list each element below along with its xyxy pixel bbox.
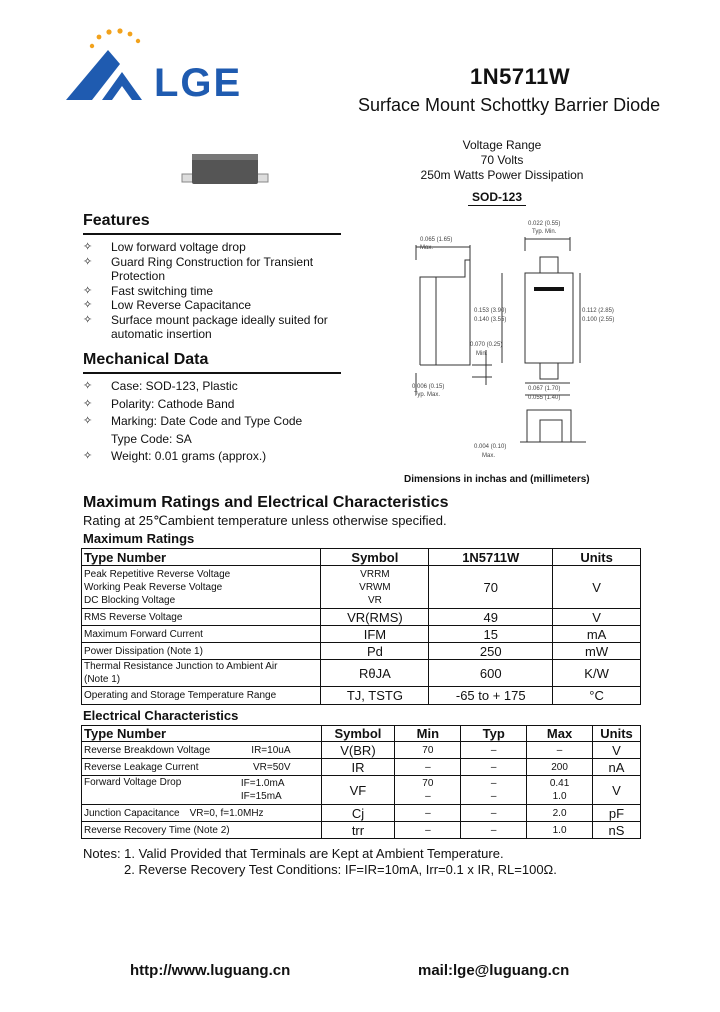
dimension-drawing <box>410 215 615 470</box>
electrical-table <box>81 725 641 839</box>
features-title: Features <box>83 212 150 229</box>
max-cell: 200 <box>527 759 593 776</box>
col-header: Units <box>593 726 641 742</box>
svg-text:Min.: Min. <box>476 351 488 357</box>
table-header-row <box>82 726 641 742</box>
min-cell: – <box>395 805 461 822</box>
typ-cell: – <box>461 805 527 822</box>
param-cell: Reverse Recovery Time (Note 2) <box>82 822 322 839</box>
list-item: ✧ Marking: Date Code and Type Code <box>83 413 343 431</box>
param-cell: Peak Repetitive Reverse Voltage Working Peak Reverse Voltage DC Blocking Voltage <box>82 566 321 609</box>
mechanical-divider <box>83 372 341 374</box>
unit-cell: mA <box>553 626 641 643</box>
min-cell: 70 <box>395 742 461 759</box>
diamond-bullet-icon: ✧ <box>83 397 93 410</box>
svg-text:Typ. Min.: Typ. Min. <box>532 229 557 235</box>
list-item: ✧ Weight: 0.01 grams (approx.) <box>83 448 343 466</box>
mechanical-list <box>83 378 343 466</box>
symbol-cell: VF <box>321 776 395 805</box>
unit-cell: V <box>553 609 641 626</box>
table-row <box>82 822 641 839</box>
email-link[interactable]: mail:lge@luguang.cn <box>418 962 570 979</box>
svg-text:0.070 (0.25): 0.070 (0.25) <box>470 342 503 348</box>
svg-text:0.100 (2.55): 0.100 (2.55) <box>582 317 615 323</box>
unit-cell: mW <box>553 643 641 660</box>
value-cell: 250 <box>429 643 553 660</box>
param-cell: Reverse Breakdown Voltage IR=10uA <box>82 742 322 759</box>
symbol-cell: Pd <box>321 643 429 660</box>
package-photo <box>180 150 270 192</box>
list-item: ✧ Low Reverse Capacitance <box>83 298 252 312</box>
param-cell: Operating and Storage Temperature Range <box>82 687 321 705</box>
svg-text:0.004 (0.10): 0.004 (0.10) <box>474 444 507 450</box>
list-item: ✧ Fast switching time <box>83 283 214 298</box>
unit-cell: K/W <box>553 660 641 687</box>
part-number: 1N5711W <box>470 64 571 89</box>
note-1: Notes: 1. Valid Provided that Terminals are Kept at Ambient Temperature. <box>83 846 504 861</box>
svg-text:0.112 (2.85): 0.112 (2.85) <box>582 308 614 314</box>
logo-sun-rays-icon <box>90 28 140 48</box>
svg-text:Typ. Max.: Typ. Max. <box>414 392 441 398</box>
table-header-row <box>82 549 641 566</box>
website-link[interactable]: http://www.luguang.cn <box>130 962 291 979</box>
svg-text:Max.: Max. <box>482 453 496 459</box>
typ-cell: – <box>461 759 527 776</box>
table-row <box>82 805 641 822</box>
param-cell: Reverse Leakage Current VR=50V <box>82 759 322 776</box>
diamond-bullet-icon: ✧ <box>83 380 93 392</box>
ratings-section-title: Maximum Ratings and Electrical Characteristics <box>83 494 449 511</box>
col-header: Symbol <box>321 549 429 566</box>
symbol-cell: TJ, TSTG <box>321 687 429 705</box>
max-cell: – <box>527 742 593 759</box>
svg-text:0.022 (0.55): 0.022 (0.55) <box>528 221 561 227</box>
table-row <box>82 566 641 609</box>
max-ratings-table <box>81 548 641 705</box>
table-row <box>82 626 641 643</box>
list-item: ✧ Surface mount package ideally suited for automatic insertion <box>83 312 328 341</box>
electrical-characteristics-label: Electrical Characteristics <box>83 708 239 723</box>
notes <box>83 846 557 878</box>
diamond-bullet-icon: ✧ <box>83 313 93 326</box>
list-item: ✧ Case: SOD-123, Plastic <box>83 378 343 396</box>
value-cell: 600 <box>429 660 553 687</box>
min-cell: – <box>395 822 461 839</box>
diamond-bullet-icon: ✧ <box>83 450 93 462</box>
table-row <box>82 759 641 776</box>
typ-cell: – – <box>461 776 527 805</box>
symbol-cell: IR <box>321 759 395 776</box>
table-row <box>82 609 641 626</box>
value-cell: -65 to + 175 <box>429 687 553 705</box>
unit-cell: V <box>553 566 641 609</box>
symbol-cell: V(BR) <box>321 742 395 759</box>
table-row <box>82 643 641 660</box>
voltage-range-label: Voltage Range <box>462 138 542 152</box>
features-list <box>83 240 343 342</box>
package-label: SOD-123 <box>468 190 526 206</box>
mechanical-title: Mechanical Data <box>83 351 209 368</box>
col-header: Max <box>527 726 593 742</box>
unit-cell: V <box>593 776 641 805</box>
svg-text:0.055 (1.40): 0.055 (1.40) <box>528 395 561 401</box>
value-cell: 70 <box>429 566 553 609</box>
max-cell: 1.0 <box>527 822 593 839</box>
list-item: ✧ Guard Ring Construction for Transient Protection <box>83 254 314 283</box>
table-row <box>82 660 641 687</box>
value-cell: 49 <box>429 609 553 626</box>
note-2: 2. Reverse Recovery Test Conditions: IF=IR=10mA, Irr=0.1 x IR, RL=100Ω. <box>124 862 557 877</box>
min-cell: 70 – <box>395 776 461 805</box>
unit-cell: pF <box>593 805 641 822</box>
svg-text:0.067 (1.70): 0.067 (1.70) <box>528 386 561 392</box>
table-row <box>82 742 641 759</box>
svg-text:LGE: LGE <box>154 61 243 105</box>
symbol-cell: VR(RMS) <box>321 609 429 626</box>
features-divider <box>83 233 341 235</box>
col-header: Min <box>395 726 461 742</box>
typ-cell: – <box>461 742 527 759</box>
table-row <box>82 687 641 705</box>
unit-cell: nA <box>593 759 641 776</box>
part-description: Surface Mount Schottky Barrier Diode <box>358 95 661 115</box>
ratings-section-subtitle: Rating at 25℃ambient temperature unless otherwise specified. <box>83 513 447 528</box>
col-header: Typ <box>461 726 527 742</box>
symbol-cell: IFM <box>321 626 429 643</box>
dimension-caption: Dimensions in inchas and (millimeters) <box>404 474 590 485</box>
value-cell: 15 <box>429 626 553 643</box>
unit-cell: V <box>593 742 641 759</box>
diamond-bullet-icon: ✧ <box>83 299 93 311</box>
diamond-bullet-icon: ✧ <box>83 255 93 268</box>
list-item: ✧ Low forward voltage drop <box>83 240 246 254</box>
unit-cell: °C <box>553 687 641 705</box>
table-row <box>82 776 641 805</box>
svg-text:0.006 (0.15): 0.006 (0.15) <box>412 384 445 390</box>
param-cell: Thermal Resistance Junction to Ambient Air (Note 1) <box>82 660 321 687</box>
col-header: Type Number <box>82 726 322 742</box>
param-cell: Forward Voltage Drop IF=1.0mA IF=15mA <box>82 776 322 805</box>
power-dissipation: 250m Watts Power Dissipation <box>420 168 584 182</box>
logo-triangle-icon <box>66 50 142 100</box>
list-item: ✧ Polarity: Cathode Band <box>83 396 343 414</box>
lge-logo <box>62 28 262 108</box>
symbol-cell: trr <box>321 822 395 839</box>
svg-text:0.153 (3.90): 0.153 (3.90) <box>474 308 507 314</box>
col-header: 1N5711W <box>429 549 553 566</box>
col-header: Symbol <box>321 726 395 742</box>
svg-text:Max.: Max. <box>420 245 434 251</box>
param-cell: RMS Reverse Voltage <box>82 609 321 626</box>
svg-text:0.065 (1.65): 0.065 (1.65) <box>420 237 453 243</box>
unit-cell: nS <box>593 822 641 839</box>
param-cell: Maximum Forward Current <box>82 626 321 643</box>
max-ratings-label: Maximum Ratings <box>83 531 195 546</box>
min-cell: – <box>395 759 461 776</box>
voltage-value: 70 Volts <box>480 153 524 167</box>
col-header: Type Number <box>82 549 321 566</box>
typ-cell: – <box>461 822 527 839</box>
col-header: Units <box>553 549 641 566</box>
diamond-bullet-icon: ✧ <box>83 241 93 253</box>
symbol-cell: VRRM VRWM VR <box>321 566 429 609</box>
param-cell: Power Dissipation (Note 1) <box>82 643 321 660</box>
diamond-bullet-icon: ✧ <box>83 415 93 427</box>
max-cell: 0.41 1.0 <box>527 776 593 805</box>
diamond-bullet-icon: ✧ <box>83 284 93 297</box>
param-cell: Junction Capacitance VR=0, f=1.0MHz <box>82 805 322 822</box>
svg-text:0.140 (3.55): 0.140 (3.55) <box>474 317 507 323</box>
symbol-cell: RθJA <box>321 660 429 687</box>
symbol-cell: Cj <box>321 805 395 822</box>
max-cell: 2.0 <box>527 805 593 822</box>
list-item: Type Code: SA <box>111 431 192 446</box>
